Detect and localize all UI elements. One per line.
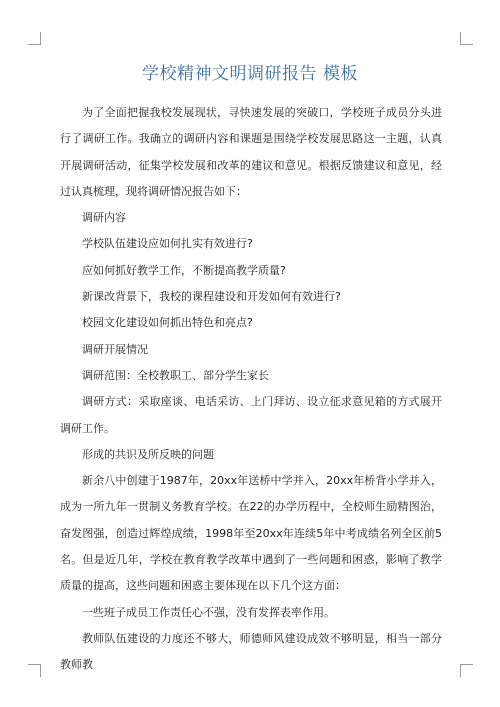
paragraph-school-history: 新余八中创建于1987年，20xx年送桥中学并入，20xx年桥背小学并入，成为一所九年一贯制义务教育学校。在22的办学历程中，全校师生励精图治，奋发图强，创造过辉煌成绩，1998年至20xx年连续5年中考成绩名列全区前5名。但是近几年，学校在教育教学改革中遇到了一些问题和困惑，影响了教学质量的提高，这些问题和困惑主要体现在以下几个这方面： [60, 474, 442, 593]
paragraph-question: 校园文化建设如何抓出特色和亮点? [82, 316, 253, 330]
paragraph-research-method: 调研方式：采取座谈、电话采访、上门拜访、设立征求意见箱的方式展开调研工作。 [60, 395, 442, 435]
paragraph-issue: 一些班子成员工作责任心不强，没有发挥表率作用。 [82, 605, 335, 619]
crop-mark-top-left [28, 32, 41, 45]
paragraph-question: 学校队伍建设应如何扎实有效进行? [82, 237, 253, 251]
document-body [60, 100, 442, 679]
document-title: 学校精神文明调研报告 模板 [142, 64, 358, 84]
paragraph-question: 新课改背景下，我校的课程建设和开发如何有效进行? [82, 290, 341, 304]
crop-mark-bottom-right [460, 664, 473, 677]
heading-consensus-issues: 形成的共识及所反映的问题 [82, 447, 214, 461]
heading-research-progress: 调研开展情况 [82, 342, 148, 356]
paragraph-research-scope: 调研范围：全校教职工、部分学生家长 [82, 368, 269, 382]
paragraph-question: 应如何抓好教学工作，不断提高教学质量? [82, 263, 286, 277]
crop-mark-top-right [460, 32, 473, 45]
paragraph-issue: 教师队伍建设的力度还不够大，师德师风建设成效不够明显，相当一部分教师教 [60, 631, 442, 672]
paragraph-intro: 为了全面把握我校发展现状，寻快速发展的突破口，学校班子成员分头进行了调研工作。我确立的调研内容和课题是围绕学校发展思路这一主题，认真开展调研活动，征集学校发展和改革的建议和意见。根据反馈建议和意见，经过认真梳理，现将调研情况报告如下： [60, 106, 442, 198]
heading-research-content: 调研内容 [82, 211, 126, 225]
crop-mark-bottom-left [28, 664, 41, 677]
